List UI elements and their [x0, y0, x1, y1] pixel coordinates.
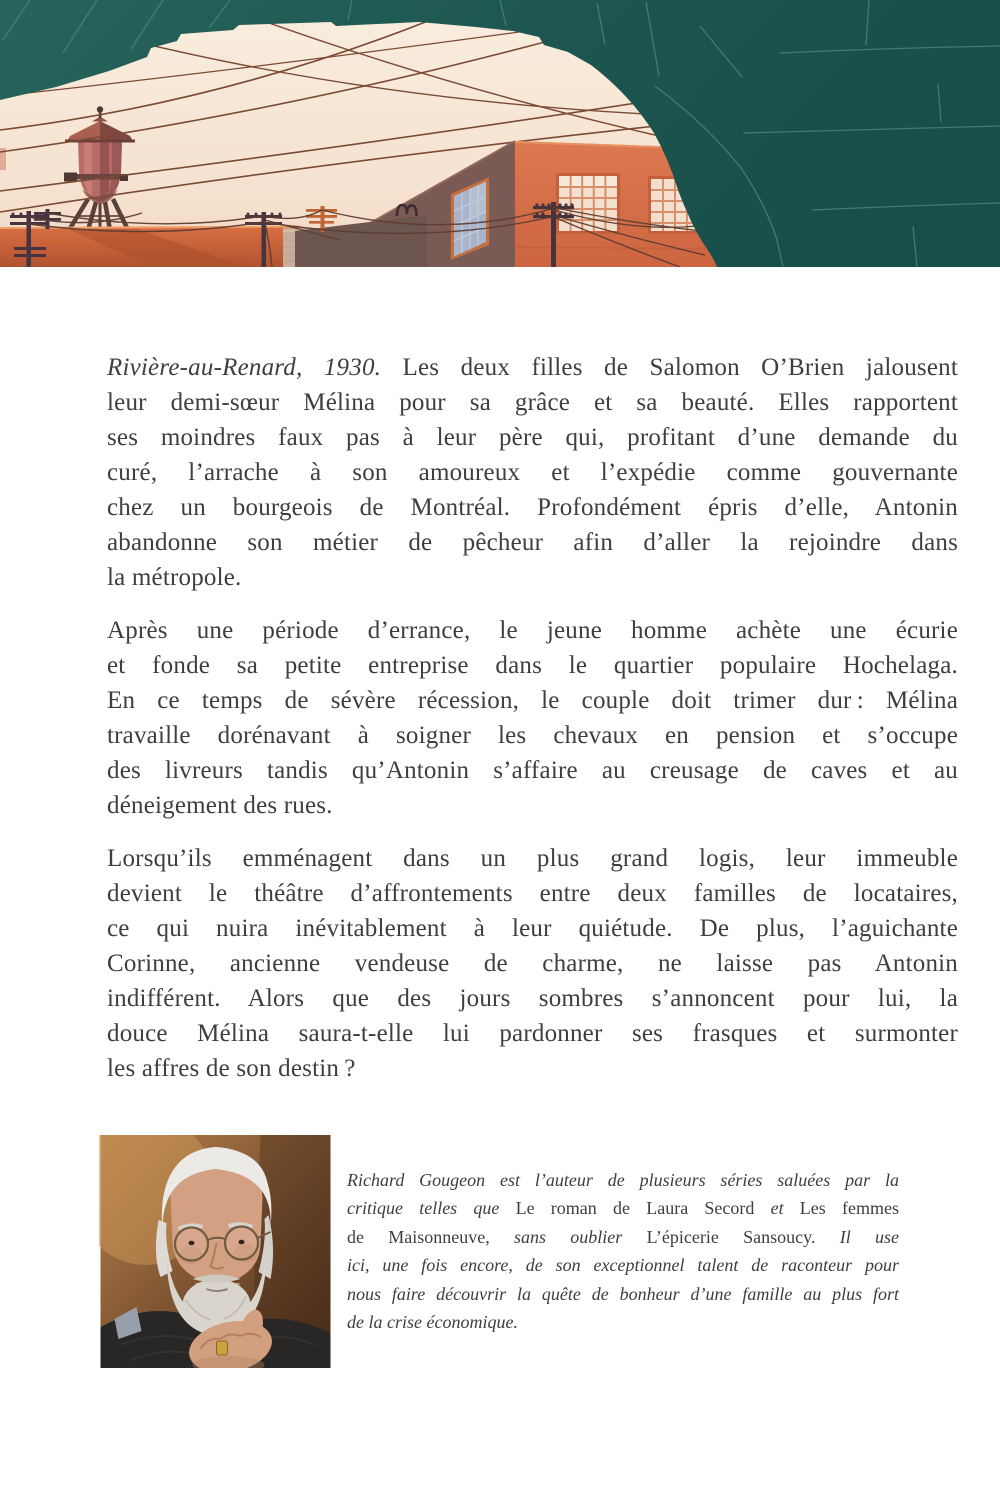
text-segment: les affres de son destin ?: [107, 1055, 356, 1082]
text-segment: Le roman de Laura Secord: [515, 1198, 755, 1219]
italic-text-segment: sans oublier: [514, 1226, 647, 1247]
text-segment: Lorsqu’ils emménagent dans un plus grand logis, leur immeuble: [107, 845, 958, 872]
text-segment: douce Mélina saura-t-elle lui pardonner ses frasques et surmonter: [107, 1020, 958, 1047]
text-segment: Après une période d’errance, le jeune homme achète une écurie: [107, 617, 958, 644]
author-portrait-image: [99, 1135, 332, 1368]
text-line: [107, 1016, 958, 1051]
italic-text-segment: et: [754, 1198, 800, 1219]
text-segment: chez un bourgeois de Montréal. Profondément épris d’elle, Antonin: [107, 494, 958, 521]
text-segment: déneigement des rues.: [107, 792, 333, 819]
text-line: [107, 1051, 958, 1086]
text-line: [107, 946, 958, 981]
text-line: [107, 788, 958, 823]
text-line: [347, 1308, 899, 1336]
text-line: [107, 490, 958, 525]
text-line: [107, 455, 958, 490]
author-bio: [347, 1166, 899, 1336]
text-segment: indifférent. Alors que des jours sombres s’annoncent pour lui, la: [107, 985, 958, 1012]
text-segment: ses moindres faux pas à leur père qui, profitant d’une demande du: [107, 424, 958, 451]
text-line: [347, 1194, 899, 1222]
text-line: [107, 350, 958, 385]
synopsis-paragraph: [107, 613, 958, 823]
text-line: [107, 718, 958, 753]
italic-text-segment: Il use: [839, 1226, 899, 1247]
cityscape-under-viaduct-illustration: [0, 0, 1000, 267]
text-line: [347, 1280, 899, 1308]
text-segment: curé, l’arrache à son amoureux et l’expédie comme gouvernante: [107, 459, 958, 486]
text-segment: Les femmes: [799, 1198, 899, 1219]
text-line: [107, 420, 958, 455]
text-segment: de Maisonneuve,: [347, 1226, 515, 1247]
rooftop-band: [0, 227, 300, 268]
text-segment: leur demi-sœur Mélina pour sa grâce et sa beauté. Elles rapportent: [107, 389, 958, 416]
italic-text-segment: nous faire découvrir la quête de bonheur d’une famille au plus fort: [347, 1283, 899, 1304]
text-segment: et fonde sa petite entreprise dans le quartier populaire Hochelaga.: [107, 652, 958, 679]
text-segment: devient le théâtre d’affrontements entre deux familles de locataires,: [107, 880, 958, 907]
text-segment: des livreurs tandis qu’Antonin s’affaire au creusage de caves et au: [107, 757, 958, 784]
text-line: [347, 1166, 899, 1194]
text-segment: Les deux filles de Salomon O’Brien jalousent: [381, 354, 958, 381]
italic-text-segment: Richard Gougeon est l’auteur de plusieurs séries saluées par la: [347, 1170, 899, 1190]
text-line: [107, 981, 958, 1016]
text-line: [107, 753, 958, 788]
text-line: [107, 876, 958, 911]
text-segment: Corinne, ancienne vendeuse de charme, ne laisse pas Antonin: [107, 950, 958, 977]
synopsis: [107, 350, 958, 1104]
italic-text-segment: Rivière-au-Renard, 1930.: [107, 354, 382, 381]
text-line: [107, 648, 958, 683]
text-line: [107, 613, 958, 648]
italic-text-segment: de la crise économique.: [347, 1312, 518, 1333]
text-line: [347, 1251, 899, 1279]
text-segment: En ce temps de sévère récession, le couple doit trimer dur : Mélina: [107, 687, 958, 714]
author-photo: [99, 1135, 332, 1368]
text-segment: abandonne son métier de pêcheur afin d’aller la rejoindre dans: [107, 529, 958, 556]
text-segment: ce qui nuira inévitablement à leur quiétude. De plus, l’aguichante: [107, 915, 958, 942]
text-segment: travaille dorénavant à soigner les chevaux en pension et s’occupe: [107, 722, 958, 749]
text-segment: la métropole.: [107, 564, 242, 591]
italic-text-segment: critique telles que: [347, 1198, 516, 1219]
text-line: [107, 841, 958, 876]
text-line: [347, 1223, 899, 1251]
cover-illustration: [0, 0, 1000, 267]
text-line: [107, 525, 958, 560]
text-line: [107, 911, 958, 946]
text-line: [107, 683, 958, 718]
text-line: [107, 385, 958, 420]
text-segment: L’épicerie Sansoucy.: [646, 1226, 840, 1247]
italic-text-segment: ici, une fois encore, de son exceptionnel talent de raconteur pour: [347, 1255, 899, 1276]
synopsis-paragraph: [107, 350, 958, 595]
text-line: [107, 560, 958, 595]
synopsis-paragraph: [107, 841, 958, 1086]
